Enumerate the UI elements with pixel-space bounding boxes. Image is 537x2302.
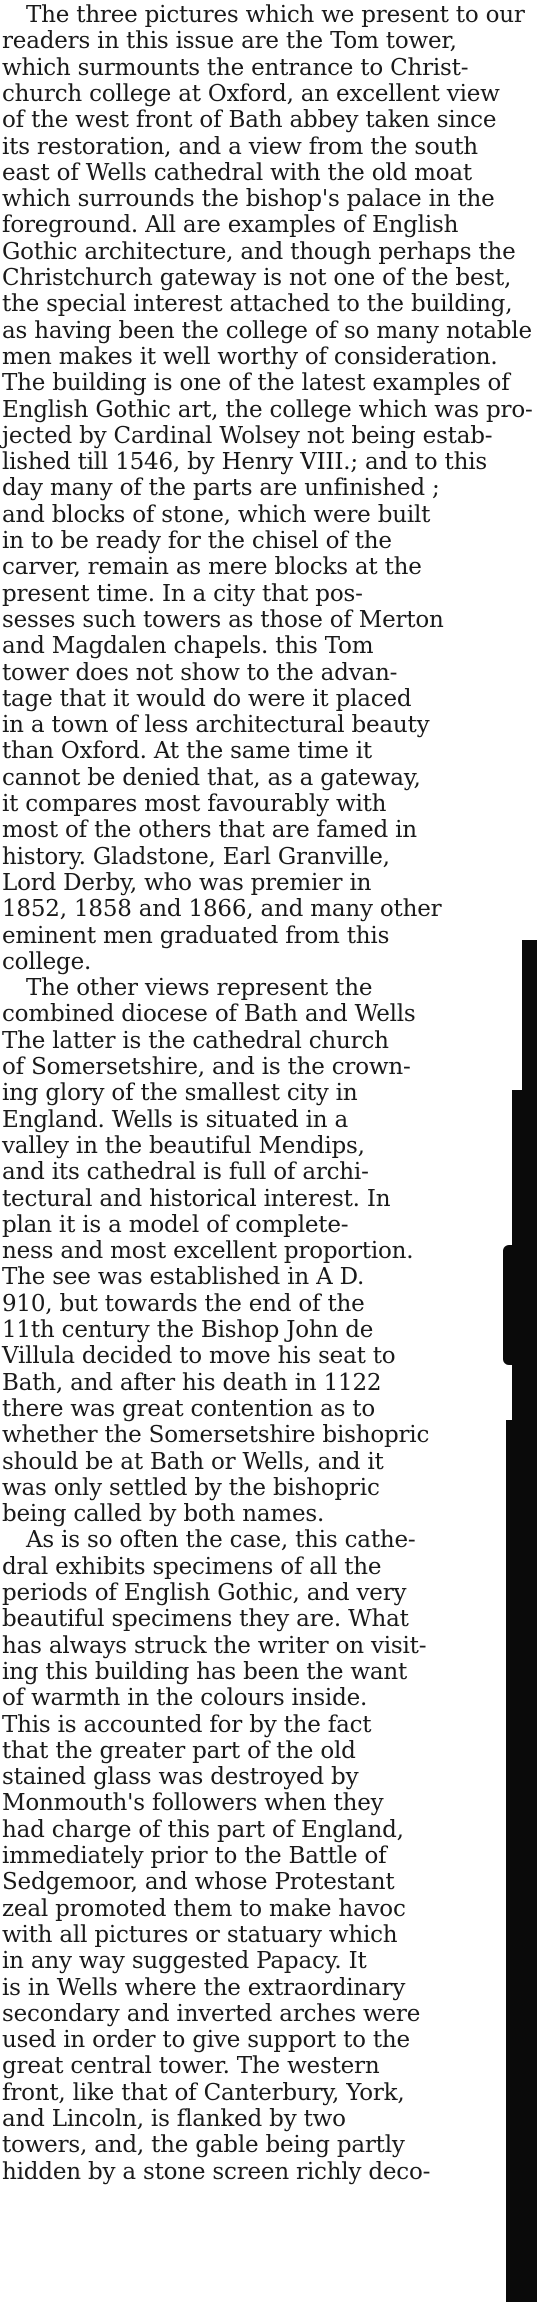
text-line: is in Wells where the extraordinary: [2, 1974, 406, 2001]
text-line: ing glory of the smallest city in: [2, 1080, 358, 1107]
text-line: Christchurch gateway is not one of the best,: [2, 265, 512, 291]
text-line: beautiful specimens they are. What: [2, 1606, 409, 1633]
text-line: men makes it well worthy of consideration.: [2, 343, 498, 370]
text-line: there was great contention as to: [2, 1395, 375, 1422]
text-line: as having been the college of so many notable: [2, 317, 532, 344]
text-line: ing this building has been the want: [2, 1658, 408, 1685]
text-line: Bath, and after his death in 1122: [2, 1369, 382, 1396]
text-line: of Somersetshire, and is the crown-: [2, 1054, 411, 1080]
text-line: 1852, 1858 and 1866, and many other: [2, 896, 442, 923]
text-line: the special interest attached to the building,: [2, 291, 513, 318]
text-line: in to be ready for the chisel of the: [2, 528, 392, 554]
text-line: tectural and historical interest. In: [2, 1185, 391, 1212]
text-line: Sedgemoor, and whose Protestant: [2, 1869, 395, 1896]
text-line: The latter is the cathedral church: [2, 1027, 389, 1054]
text-line: dral exhibits specimens of all the: [2, 1553, 382, 1580]
text-line: zeal promoted them to make havoc: [2, 1895, 406, 1922]
text-line: with all pictures or statuary which: [2, 1921, 398, 1948]
text-line: tower does not show to the advan-: [2, 659, 398, 686]
text-line: and blocks of stone, which were built: [2, 501, 431, 528]
text-line: hidden by a stone screen richly deco-: [2, 2158, 431, 2185]
text-line: readers in this issue are the Tom tower,: [2, 28, 457, 55]
text-line: lished till 1546, by Henry VIII.; and to this: [2, 449, 487, 476]
text-line: Villula decided to move his seat to: [2, 1343, 396, 1370]
text-line: which surrounds the bishop's palace in the: [2, 186, 495, 213]
text-line: being called by both names.: [2, 1501, 325, 1528]
text-line: combined diocese of Bath and Wells: [2, 1001, 416, 1028]
text-line: The building is one of the latest examples of: [2, 370, 510, 397]
text-line: day many of the parts are unfinished ;: [2, 475, 440, 502]
text-line: than Oxford. At the same time it: [2, 738, 372, 765]
text-line: front, like that of Canterbury, York,: [2, 2079, 405, 2106]
text-line: The three pictures which we present to our: [26, 2, 525, 28]
text-line: and its cathedral is full of archi-: [2, 1159, 369, 1186]
text-line: valley in the beautiful Mendips,: [2, 1132, 365, 1159]
text-line: secondary and inverted arches were: [2, 2000, 421, 2027]
text-line: and Magdalen chapels. this Tom: [2, 633, 374, 660]
text-line: Monmouth's followers when they: [2, 1790, 384, 1817]
text-line: As is so often the case, this cathe-: [26, 1527, 416, 1554]
text-line: plan it is a model of complete-: [2, 1211, 349, 1238]
text-line: great central tower. The western: [2, 2053, 380, 2080]
text-line: tage that it would do were it placed: [2, 685, 412, 712]
text-line: has always struck the writer on visit-: [2, 1632, 427, 1659]
text-line: foreground. All are examples of English: [2, 212, 459, 239]
text-line: of warmth in the colours inside.: [2, 1685, 368, 1712]
text-line: 11th century the Bishop John de: [2, 1317, 374, 1343]
text-line: in any way suggested Papacy. It: [2, 1948, 367, 1975]
text-line: was only settled by the bishopric: [2, 1474, 380, 1501]
text-line: carver, remain as mere blocks at the: [2, 554, 422, 581]
text-line: church college at Oxford, an excellent view: [2, 80, 500, 107]
text-line: England. Wells is situated in a: [2, 1106, 349, 1133]
text-line: ness and most excellent proportion.: [2, 1238, 414, 1265]
text-line: most of the others that are famed in: [2, 817, 417, 844]
text-line: used in order to give support to the: [2, 2027, 410, 2054]
text-line: periods of English Gothic, and very: [2, 1580, 407, 1606]
text-line: east of Wells cathedral with the old moat: [2, 159, 472, 186]
text-line: history. Gladstone, Earl Granville,: [2, 843, 390, 870]
text-line: 910, but towards the end of the: [2, 1290, 365, 1317]
text-line: and Lincoln, is flanked by two: [2, 2106, 346, 2132]
text-line: it compares most favourably with: [2, 791, 387, 817]
text-line: The other views represent the: [26, 975, 373, 1002]
text-line: in a town of less architectural beauty: [2, 712, 430, 739]
text-line: Gothic architecture, and though perhaps the: [2, 238, 516, 265]
text-line: whether the Somersetshire bishopric: [2, 1422, 430, 1449]
text-line: immediately prior to the Battle of: [2, 1843, 387, 1869]
text-line: which surmounts the entrance to Christ-: [2, 54, 469, 81]
text-line: present time. In a city that pos-: [2, 580, 363, 607]
text-line: sesses such towers as those of Merton: [2, 606, 444, 633]
text-line: its restoration, and a view from the south: [2, 133, 478, 160]
text-line: cannot be denied that, as a gateway,: [2, 764, 421, 791]
text-line: stained glass was destroyed by: [2, 1764, 359, 1791]
text-line: eminent men graduated from this: [2, 922, 390, 949]
text-line: towers, and, the gable being partly: [2, 2132, 405, 2159]
text-line: This is accounted for by the fact: [2, 1711, 372, 1738]
text-line: college.: [2, 948, 92, 975]
text-line: of the west front of Bath abbey taken since: [2, 107, 497, 134]
text-line: that the greater part of the old: [2, 1737, 356, 1764]
text-line: Lord Derby, who was premier in: [2, 869, 372, 896]
text-line: jected by Cardinal Wolsey not being estab-: [2, 422, 493, 449]
text-line: English Gothic art, the college which was pro-: [2, 396, 533, 423]
text-line: The see was established in A D.: [2, 1264, 365, 1291]
text-line: had charge of this part of England,: [2, 1816, 404, 1843]
text-line: should be at Bath or Wells, and it: [2, 1448, 384, 1475]
